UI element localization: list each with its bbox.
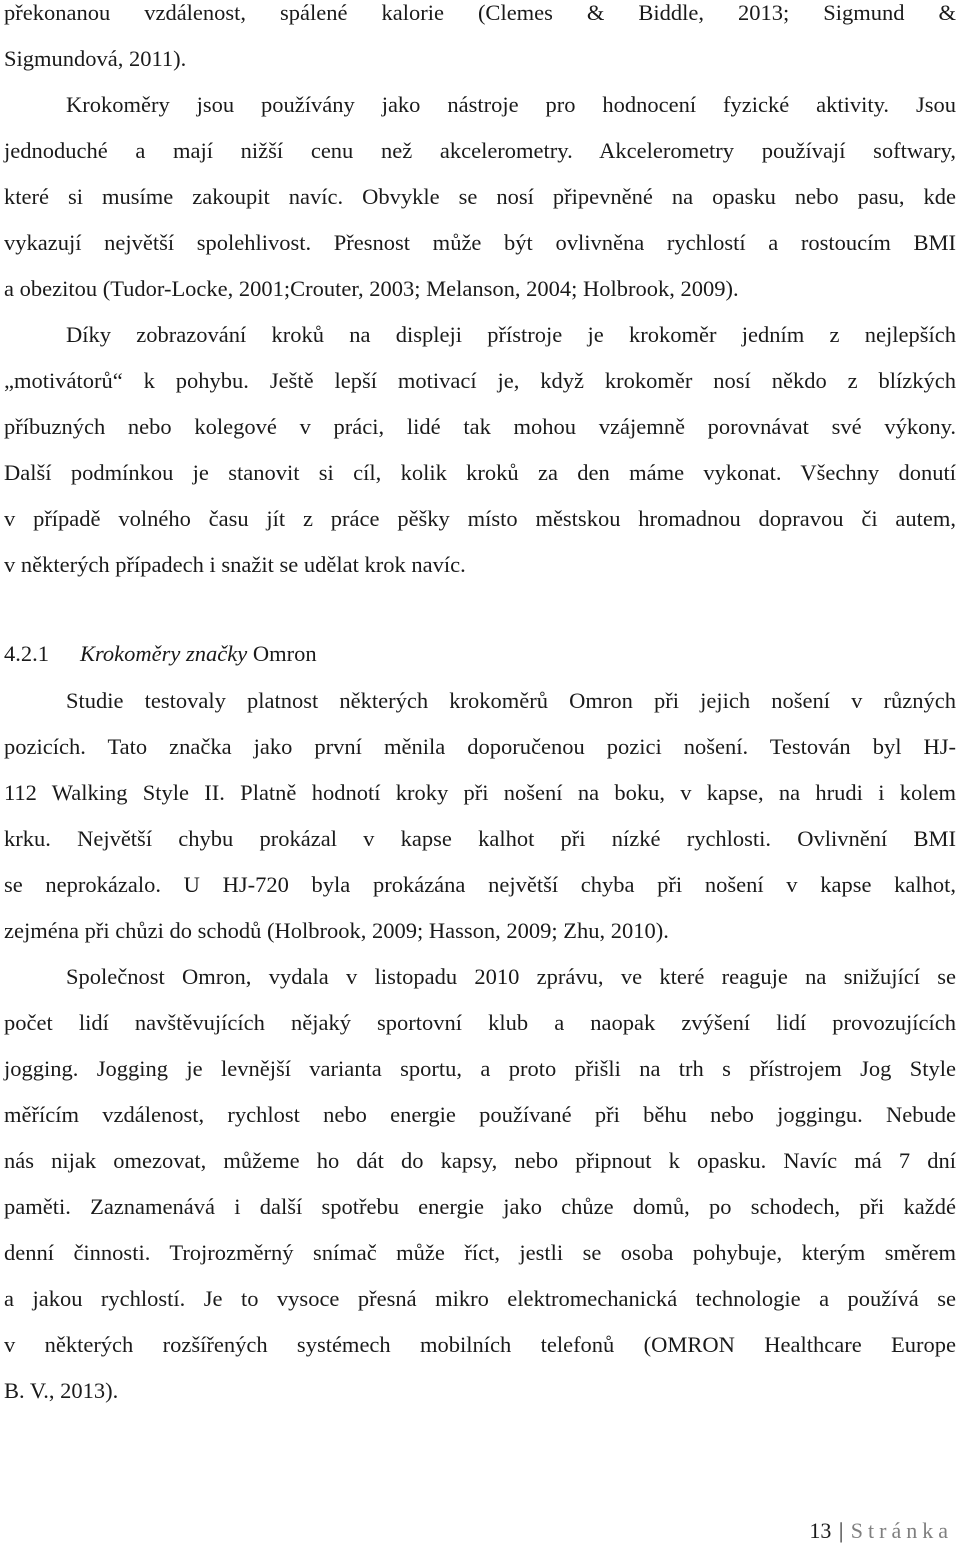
- text-line: zejména při chůzi do schodů (Holbrook, 2009; Hasson, 2009; Zhu, 2010).: [4, 918, 669, 943]
- section-number: 4.2.1: [4, 641, 49, 666]
- section-title-rest: Omron: [247, 641, 317, 666]
- text-line: v některých případech i snažit se udělat krok navíc.: [4, 552, 466, 577]
- text-line: „motivátorů“ k pohybu. Ještě lepší motivací je, když krokoměr nosí někdo z blízkých: [4, 368, 956, 393]
- text-line: a obezitou (Tudor-Locke, 2001;Crouter, 2003; Melanson, 2004; Holbrook, 2009).: [4, 276, 739, 301]
- text-line: 112 Walking Style II. Platně hodnotí kroky při nošení na boku, v kapse, na hrudi i kolem: [4, 780, 956, 805]
- text-line: jednoduché a mají nižší cenu než akcelerometry. Akcelerometry používají softwary,: [4, 138, 956, 163]
- section-title-italic: Krokoměry značky: [80, 641, 248, 666]
- text-line: Další podmínkou je stanovit si cíl, kolik kroků za den máme vykonat. Všechny donutí: [4, 460, 956, 485]
- text-line: v případě volného času jít z práce pěšky místo městskou hromadnou dopravou či autem,: [4, 506, 956, 531]
- page-label: Stránka: [850, 1518, 953, 1543]
- paragraph-2: [4, 82, 956, 312]
- text-line: Studie testovaly platnost některých krokoměrů Omron při jejich nošení v různých: [66, 688, 956, 713]
- text-line: nás nijak omezovat, můžeme ho dát do kapsy, nebo připnout k opasku. Navíc má 7 dní: [4, 1148, 956, 1173]
- page-footer: [809, 1518, 953, 1544]
- section-heading: [4, 631, 956, 677]
- text-line: Společnost Omron, vydala v listopadu 2010 zprávu, ve které reaguje na snižující se: [66, 964, 956, 989]
- text-line: Sigmundová, 2011).: [4, 46, 187, 71]
- footer-separator: |: [838, 1518, 844, 1543]
- text-line: počet lidí navštěvujících nějaký sportovní klub a naopak zvýšení lidí provozujících: [4, 1010, 956, 1035]
- text-line: příbuzných nebo kolegové v práci, lidé tak mohou vzájemně porovnávat své výkony.: [4, 414, 956, 439]
- paragraph-5: [4, 954, 956, 1414]
- paragraph-3: [4, 312, 956, 588]
- text-line: Krokoměry jsou používány jako nástroje pro hodnocení fyzické aktivity. Jsou: [66, 92, 956, 117]
- text-line: se neprokázalo. U HJ-720 byla prokázána největší chyba při nošení v kapse kalhot,: [4, 872, 956, 897]
- text-line: krku. Největší chybu prokázal v kapse kalhot při nízké rychlosti. Ovlivnění BMI: [4, 826, 956, 851]
- document-page: [4, 0, 956, 1414]
- paragraph-1: [4, 0, 956, 82]
- page-number: 13: [809, 1518, 832, 1543]
- text-line: denní činnosti. Trojrozměrný snímač může říct, jestli se osoba pohybuje, kterým směrem: [4, 1240, 956, 1265]
- spacer: [4, 588, 956, 631]
- text-line: překonanou vzdálenost, spálené kalorie (Clemes & Biddle, 2013; Sigmund &: [4, 0, 956, 25]
- text-line: paměti. Zaznamenává i další spotřebu energie jako chůze domů, po schodech, při každé: [4, 1194, 956, 1219]
- text-line: pozicích. Tato značka jako první měnila doporučenou pozici nošení. Testován byl HJ-: [4, 734, 956, 759]
- paragraph-4: [4, 678, 956, 954]
- text-line: B. V., 2013).: [4, 1378, 119, 1403]
- text-line: měřícím vzdálenost, rychlost nebo energie používané při běhu nebo joggingu. Nebude: [4, 1102, 956, 1127]
- text-line: a jakou rychlostí. Je to vysoce přesná mikro elektromechanická technologie a používá se: [4, 1286, 956, 1311]
- text-line: které si musíme zakoupit navíc. Obvykle se nosí připevněné na opasku nebo pasu, kde: [4, 184, 956, 209]
- text-line: Díky zobrazování kroků na displeji přístroje je krokoměr jedním z nejlepších: [66, 322, 956, 347]
- text-line: vykazují největší spolehlivost. Přesnost může být ovlivněna rychlostí a rostoucím BMI: [4, 230, 956, 255]
- text-line: v některých rozšířených systémech mobilních telefonů (OMRON Healthcare Europe: [4, 1332, 956, 1357]
- text-line: jogging. Jogging je levnější varianta sportu, a proto přišli na trh s přístrojem Jog Style: [4, 1056, 956, 1081]
